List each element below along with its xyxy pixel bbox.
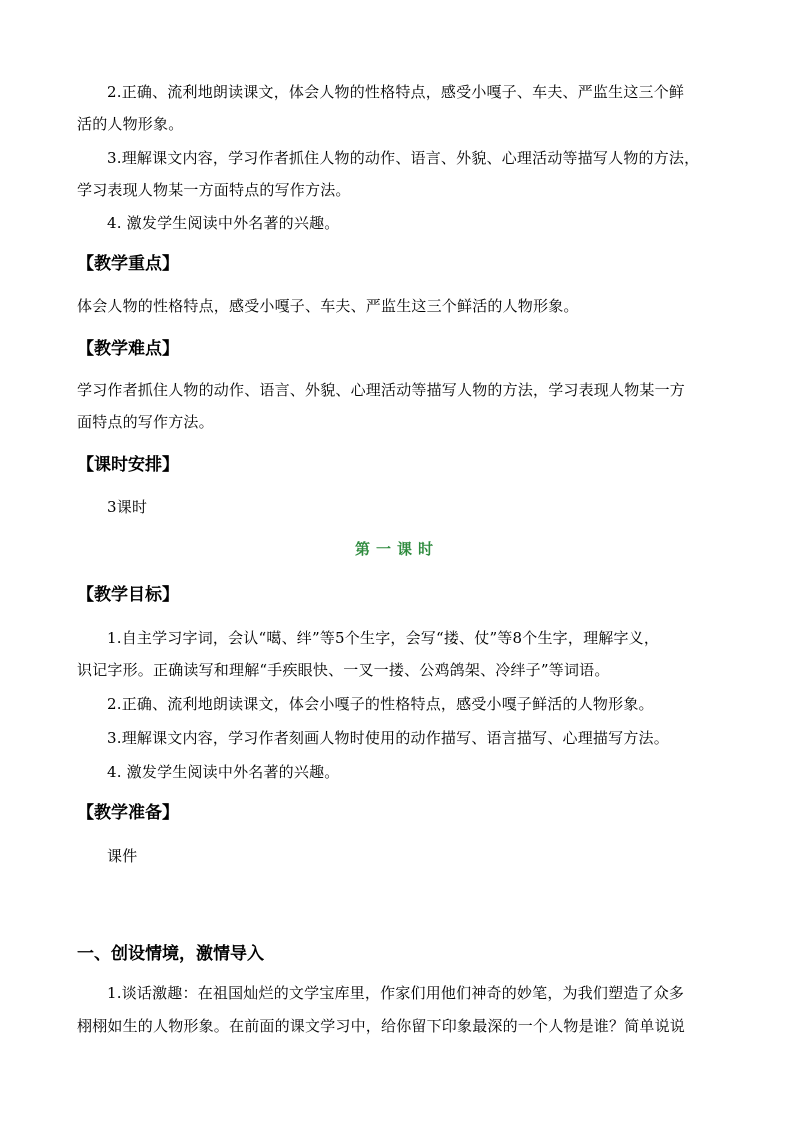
lesson-goal-4: 4. 激发学生阅读中外名著的兴趣。 xyxy=(107,763,340,781)
lesson-goal-1-line-2: 识记字形。正确读写和理解“手疾眼快、一叉一搂、公鸡鸽架、冷绊子”等词语。 xyxy=(77,661,610,679)
lesson-goal-2: 2.正确、流利地朗读课文，体会小嘎子的性格特点，感受小嘎子鲜活的人物形象。 xyxy=(107,695,654,713)
lesson-title: 第一课时 xyxy=(354,540,439,558)
key-points-heading: 【教学重点】 xyxy=(77,254,179,274)
schedule-text: 3课时 xyxy=(107,498,148,516)
prep-heading: 【教学准备】 xyxy=(77,803,179,823)
goal-3-line-2: 学习表现人物某一方面特点的写作方法。 xyxy=(77,181,351,199)
goal-3-line-1: 3.理解课文内容，学习作者抓住人物的动作、语言、外貌、心理活动等描写人物的方法， xyxy=(107,149,700,167)
lesson-goals-heading: 【教学目标】 xyxy=(77,585,179,605)
key-points-text: 体会人物的性格特点，感受小嘎子、车夫、严监生这三个鲜活的人物形象。 xyxy=(77,297,579,315)
lesson-goal-1-line-1: 1.自主学习字词，会认“噶、绊”等5个生字，会写“搂、仗”等8个生字，理解字义， xyxy=(107,629,660,647)
lesson-goal-3: 3.理解课文内容，学习作者刻画人物时使用的动作描写、语言描写、心理描写方法。 xyxy=(107,729,669,747)
difficulties-line-1: 学习作者抓住人物的动作、语言、外貌、心理活动等描写人物的方法，学习表现人物某一方 xyxy=(77,381,686,399)
schedule-heading: 【课时安排】 xyxy=(77,455,179,475)
goal-2-line-1: 2.正确、流利地朗读课文，体会人物的性格特点，感受小嘎子、车夫、严监生这三个鲜 xyxy=(107,83,685,101)
goal-4: 4. 激发学生阅读中外名著的兴趣。 xyxy=(107,214,340,232)
section-one-heading: 一、创设情境，激情导入 xyxy=(77,944,264,964)
section-one-line-1: 1.谈话激趣：在祖国灿烂的文学宝库里，作家们用他们神奇的妙笔，为我们塑造了众多 xyxy=(107,984,685,1002)
difficulties-heading: 【教学难点】 xyxy=(77,339,179,359)
prep-text: 课件 xyxy=(107,847,138,865)
goal-2-line-2: 活的人物形象。 xyxy=(77,115,184,133)
difficulties-line-2: 面特点的写作方法。 xyxy=(77,413,214,431)
section-one-line-2: 栩栩如生的人物形象。在前面的课文学习中，给你留下印象最深的一个人物是谁？简单说说 xyxy=(77,1017,686,1035)
